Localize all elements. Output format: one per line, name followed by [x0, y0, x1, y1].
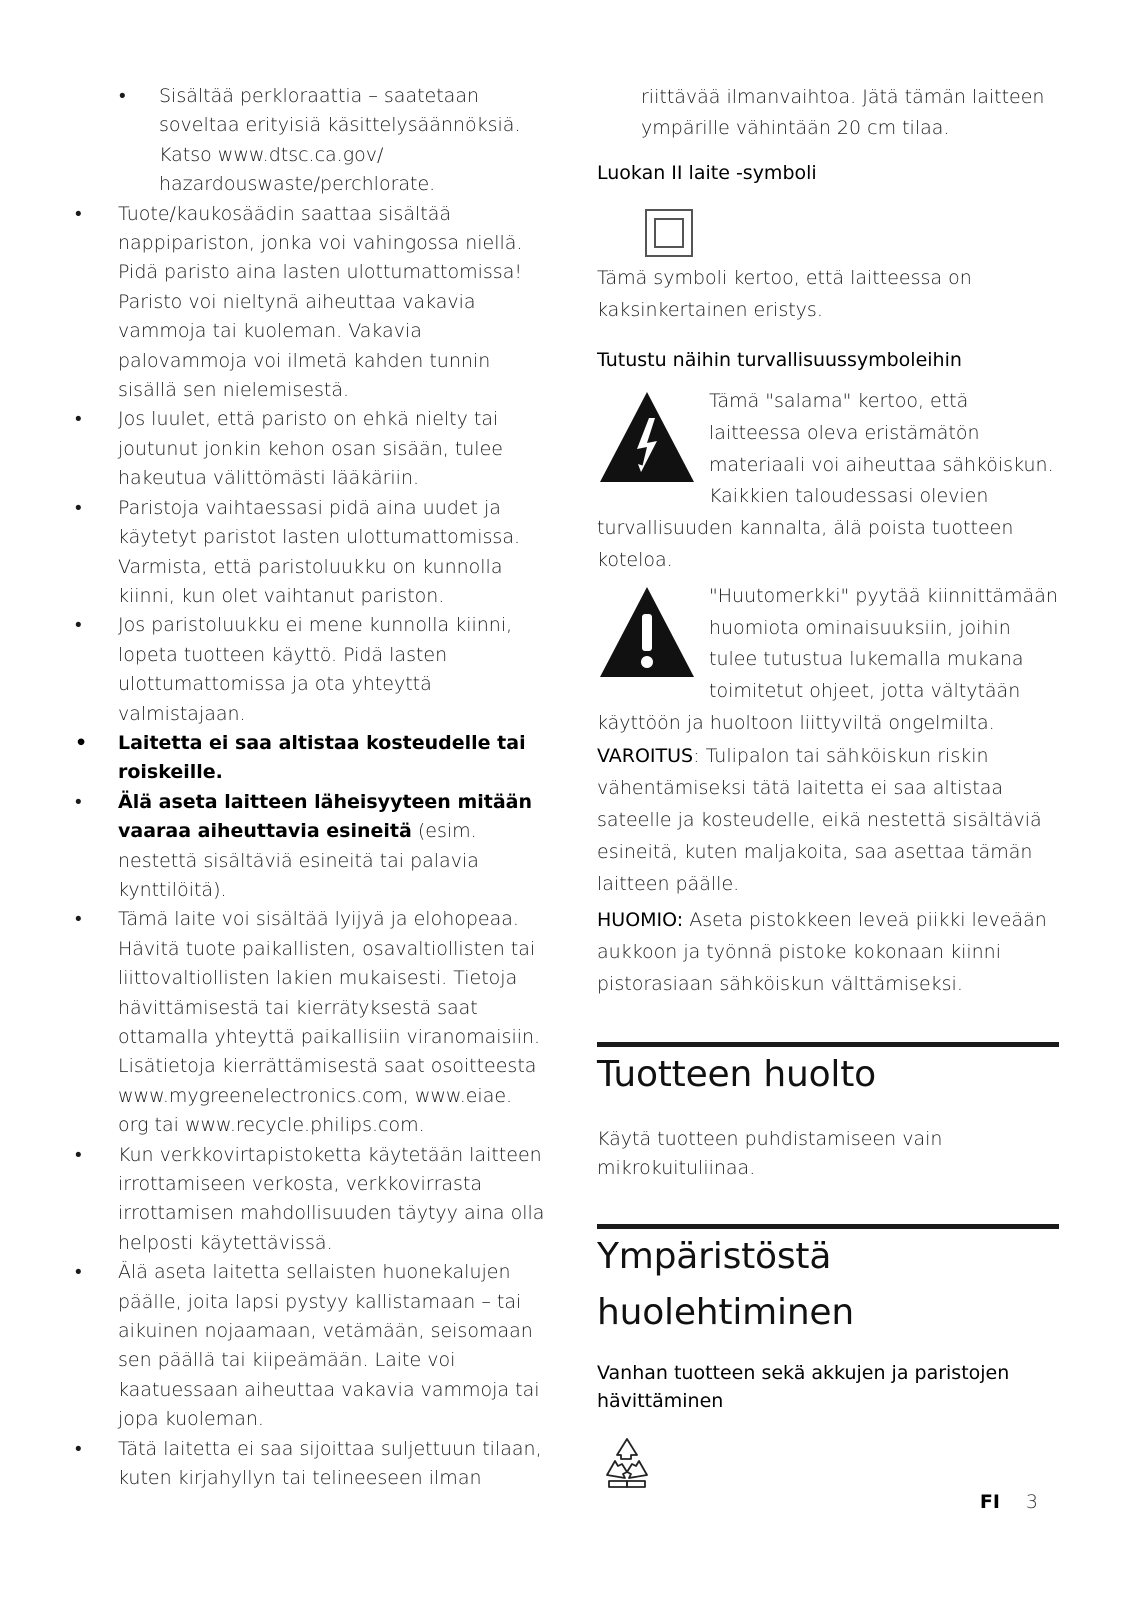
lightning-text: Tämä "salama" kertoo, että laitteessa oleva eristämätön materiaali voi aiheuttaa sähköiskun. Kaikkien taloudessasi olevien turvallisuuden kannalta, älä poista tuotteen koteloa.	[597, 390, 1054, 571]
care-text: Käytä tuotteen puhdistamiseen vain mikrokuituliinaa.	[597, 1127, 943, 1180]
right-column	[597, 82, 1059, 1497]
warning-text: : Tulipalon tai sähköiskun riskin vähentämiseksi tätä laitetta ei saa altistaa sateelle ja kosteudelle, eikä nestettä sisältäviä esineitä, kuten maljakoita, saa asettaa tämän laitteen päälle.	[597, 744, 1042, 895]
class2-symbol-wrap	[597, 209, 1059, 257]
bold-text: Älä aseta laitteen läheisyyteen mitään vaaraa aiheuttavia esineitä	[118, 790, 533, 843]
lightning-warning-icon	[597, 388, 697, 488]
disposal-heading: Vanhan tuotteen sekä akkujen ja paristojen hävittäminen	[597, 1361, 1010, 1412]
list-item: • Laitetta ei saa altistaa kosteudelle tai roiskeille.	[66, 729, 546, 788]
normal-text: (esim. nestettä sisältäviä esineitä tai palavia kynttilöitä).	[118, 820, 479, 901]
list-item: • Tuote/kaukosäädin saattaa sisältää nappipariston, jonka voi vahingossa niellä. Pidä paristo aina lasten ulottumattomissa! Paristo voi nieltynä aiheuttaa vakavia vammoja tai kuoleman. Vakavia palovammoja voi ilmetä kahden tunnin sisällä sen nielemisestä.	[66, 200, 546, 406]
page-number: 3	[1025, 1491, 1038, 1513]
caution-label: HUOMIO:	[597, 908, 684, 931]
exclamation-text: "Huutomerkki" pyytää kiinnittämään huomiota ominaisuuksiin, joihin tulee tutustua lukemalla mukana toimitetut ohjeet, jotta vältytään käyttöön ja huoltoon liittyviltä ongelmilta.	[597, 584, 1058, 734]
list-item: • Tämä laite voi sisältää lyijyä ja elohopeaa. Hävitä tuote paikallisten, osavaltiollisten tai liittovaltiollisten lakien mukaisesti. Tietoja hävittämisestä tai kierrätyksestä saat ottamalla yhteyttä paikallisiin viranomaisiin. Lisätietoja kierrättämisestä saat osoitteesta www.mygreenelectronics.com, www.eiae. org tai www.recycle.philips.com.	[66, 905, 546, 1140]
list-item: • Älä aseta laitetta sellaisten huonekalujen päälle, joita lapsi pystyy kallistamaan – tai aikuinen nojaamaan, vetämään, seisomaan sen päällä tai kiipeämään. Laite voi kaatuessaan aiheuttaa vakavia vammoja tai jopa kuoleman.	[66, 1258, 546, 1434]
list-item: • Jos paristoluukku ei mene kunnolla kiinni, lopeta tuotteen käyttö. Pidä lasten ulottumattomissa ja ota yhteyttä valmistajaan.	[66, 611, 546, 729]
care-title: Tuotteen huolto	[597, 1053, 876, 1095]
list-item: • Kun verkkovirtapistoketta käytetään laitteen irrottamiseen verkosta, verkkovirrasta irrottamisen mahdollisuuden täytyy aina olla helposti käytettävissä.	[66, 1141, 546, 1259]
page-footer	[980, 1491, 1038, 1513]
recycle-icon	[597, 1433, 657, 1493]
class2-text: Tämä symboli kertoo, että laitteessa on kaksinkertainen eristys.	[597, 267, 972, 321]
list-item	[66, 788, 546, 906]
list-item: • Jos luulet, että paristo on ehkä nielty tai joutunut jonkin kehon osan sisään, tulee hakeutua välittömästi lääkäriin.	[66, 405, 546, 493]
sub-bullet-list	[118, 82, 546, 200]
left-column	[66, 82, 546, 1494]
warning-paragraph	[597, 740, 1059, 900]
environment-title: Ympäristöstä huolehtiminen	[597, 1235, 854, 1333]
safety-bullet-list	[66, 200, 546, 1494]
language-code: FI	[979, 1491, 1000, 1513]
list-item: • Paristoja vaihtaessasi pidä aina uudet ja käytetyt paristot lasten ulottumattomissa. Varmista, että paristoluukku on kunnolla kiinni, kun olet vaihtanut pariston.	[66, 494, 546, 612]
caution-text: Aseta pistokkeen leveä piikki leveään aukkoon ja työnnä pistoke kokonaan kiinni pistorasiaan sähköiskun välttämiseksi.	[597, 908, 1047, 995]
symbols-heading: Tutustu näihin turvallisuussymboleihin	[597, 349, 962, 371]
list-item: • Sisältää perkloraattia – saatetaan soveltaa erityisiä käsittelysäännöksiä. Katso www.dtsc.ca.gov/ hazardouswaste/perchlorate.	[118, 82, 546, 200]
list-item: • Tätä laitetta ei saa sijoittaa suljettuun tilaan, kuten kirjahyllyn tai telineeseen ilman	[66, 1435, 546, 1494]
warning-label: VAROITUS	[597, 744, 694, 767]
class2-heading: Luokan II laite -symboli	[597, 162, 817, 184]
exclamation-block	[597, 581, 1059, 740]
continuation-text: riittävää ilmanvaihtoa. Jätä tämän laitteen ympärille vähintään 20 cm tilaa.	[641, 86, 1045, 139]
class-ii-double-square-icon	[645, 209, 693, 257]
exclamation-warning-icon	[597, 583, 697, 683]
lightning-block	[597, 386, 1059, 577]
caution-paragraph	[597, 904, 1059, 1000]
